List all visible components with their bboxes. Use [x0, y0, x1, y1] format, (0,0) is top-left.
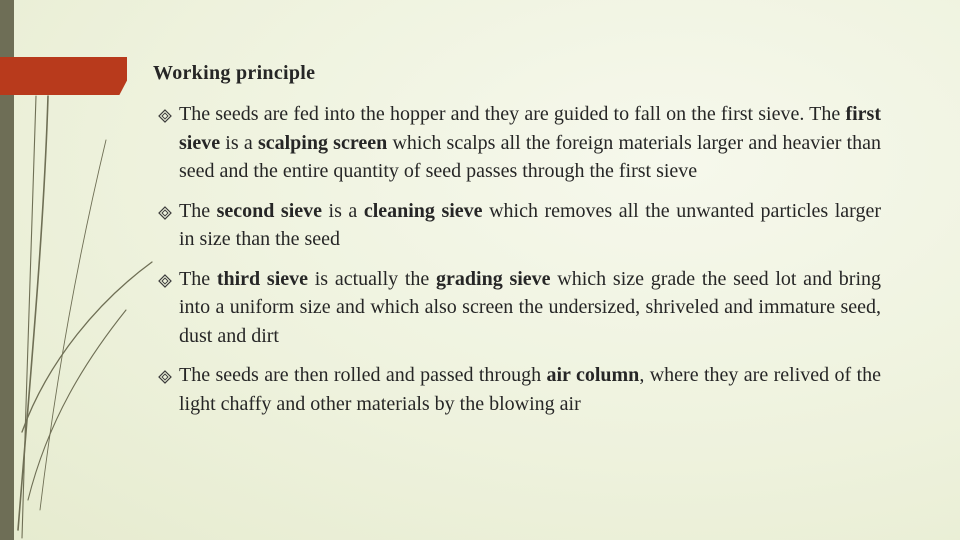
bullet-bold-term: air column: [546, 364, 640, 386]
bullet-text: The seeds are then rolled and passed through: [179, 364, 547, 386]
bullet-item: [158, 100, 881, 186]
bullet-bold-term: grading sieve: [436, 267, 551, 290]
diamond-outline-icon: [158, 274, 172, 288]
slide-title: Working principle: [153, 62, 316, 84]
bullet-text: which size grade the seed lot and bring into a uniform size and which also screen the undersized, shriveled and immature seed, dust and dirt: [179, 267, 882, 347]
bullet-text: The: [179, 199, 217, 222]
diamond-outline-icon: [158, 370, 172, 384]
bullet-bold-term: first sieve: [179, 103, 881, 154]
bullet-item: [158, 197, 881, 254]
bullet-item: [158, 265, 881, 351]
bullet-text: is a: [220, 131, 258, 154]
title-accent-tab: [0, 57, 127, 95]
bullet-text: , where they are relived of the light chaffy and other materials by the blowing air: [179, 364, 882, 415]
diamond-outline-icon: [158, 206, 172, 220]
diamond-outline-icon: [158, 109, 172, 123]
bullet-bold-term: cleaning sieve: [363, 199, 483, 222]
bullet-text: is a: [322, 199, 364, 222]
bullet-item: [158, 361, 881, 418]
bullet-bold-term: scalping screen: [257, 131, 388, 154]
bullet-text: is actually the: [308, 267, 437, 290]
bullet-text: The: [179, 267, 217, 290]
bullet-bold-term: second sieve: [216, 199, 323, 222]
bullet-bold-term: third sieve: [216, 267, 309, 290]
bullet-text: which scalps all the foreign materials larger and heavier than seed and the entire quantity of seed passes through the first sieve: [179, 131, 882, 182]
bullet-text: The seeds are fed into the hopper and they are guided to fall on the first sieve. The: [179, 103, 846, 125]
bullet-list: [158, 100, 881, 429]
bullet-text: which removes all the unwanted particles larger in size than the seed: [179, 199, 882, 250]
